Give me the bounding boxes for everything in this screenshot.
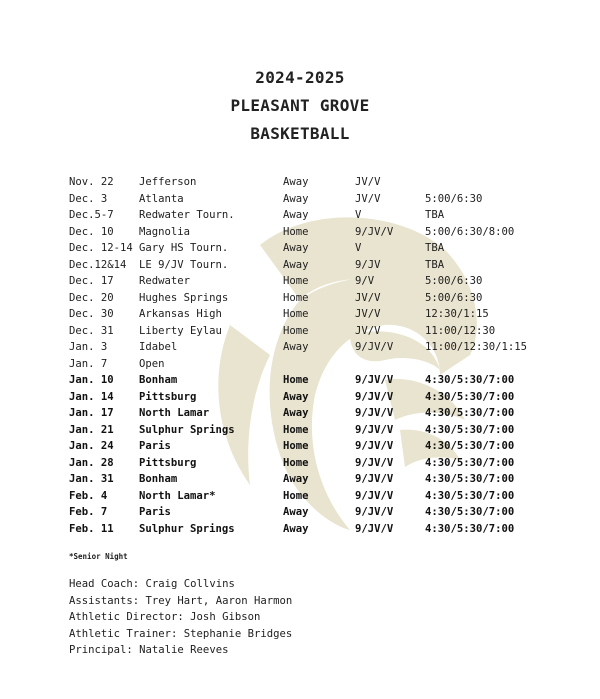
- game-time: 4:30/5:30/7:00: [425, 473, 515, 485]
- game-time: 12:30/1:15: [425, 308, 489, 320]
- game-date: Dec.5-7: [69, 209, 114, 221]
- game-location: Away: [283, 209, 309, 221]
- game-location: Home: [283, 308, 309, 320]
- game-level: 9/JV/V: [355, 374, 394, 386]
- game-opponent: Redwater Tourn.: [139, 209, 235, 221]
- season-title: 2024-2025: [255, 68, 345, 87]
- game-location: Away: [283, 258, 309, 271]
- game-location: Home: [283, 225, 309, 238]
- game-level: 9/JV/V: [355, 407, 394, 419]
- game-opponent: Arkansas High: [139, 308, 222, 320]
- game-time: 4:30/5:30/7:00: [425, 390, 515, 403]
- game-location: Home: [283, 291, 309, 304]
- game-level: V: [355, 242, 362, 254]
- game-opponent: Pittsburg: [139, 390, 197, 403]
- game-location: Home: [283, 324, 309, 337]
- game-level: 9/JV/V: [355, 489, 394, 502]
- game-date: Dec. 3: [69, 192, 108, 205]
- game-opponent: Gary HS Tourn.: [139, 242, 229, 254]
- game-location: Home: [283, 374, 309, 386]
- game-time: 5:00/6:30: [425, 291, 483, 304]
- game-level: 9/JV/V: [355, 456, 394, 469]
- game-opponent: Bonham: [139, 374, 178, 386]
- game-date: Jan. 21: [69, 423, 114, 436]
- game-opponent: Hughes Springs: [139, 291, 229, 304]
- game-opponent: Sulphur Springs: [139, 423, 235, 436]
- game-level: 9/JV/V: [355, 522, 394, 535]
- game-level: 9/JV/V: [355, 341, 394, 353]
- game-time: TBA: [425, 209, 445, 221]
- game-opponent: Sulphur Springs: [139, 522, 235, 535]
- game-location: Away: [283, 522, 309, 535]
- school-title: PLEASANT GROVE: [230, 96, 370, 115]
- game-opponent: Open: [139, 357, 165, 370]
- game-opponent: LE 9/JV Tourn.: [139, 258, 229, 271]
- game-time: 4:30/5:30/7:00: [425, 423, 515, 436]
- game-date: Feb. 4: [69, 489, 108, 502]
- game-date: Dec. 10: [69, 225, 114, 238]
- game-opponent: Redwater: [139, 275, 191, 287]
- game-location: Home: [283, 489, 309, 502]
- game-level: JV/V: [355, 308, 381, 320]
- game-date: Jan. 3: [69, 341, 108, 353]
- game-level: 9/JV/V: [355, 225, 394, 238]
- senior-night-footnote: *Senior Night: [69, 552, 128, 561]
- game-opponent: Magnolia: [139, 225, 191, 238]
- game-level: 9/JV/V: [355, 423, 394, 436]
- game-location: Away: [283, 176, 309, 188]
- game-location: Away: [283, 506, 309, 518]
- game-date: Nov. 22: [69, 176, 114, 188]
- game-level: V: [355, 209, 362, 221]
- game-opponent: Jefferson: [139, 176, 197, 188]
- game-level: JV/V: [355, 192, 381, 205]
- game-time: 4:30/5:30/7:00: [425, 522, 515, 535]
- game-location: Away: [283, 390, 309, 403]
- game-date: Jan. 10: [69, 374, 114, 386]
- game-date: Feb. 7: [69, 506, 108, 518]
- game-date: Jan. 7: [69, 357, 108, 370]
- game-opponent: Bonham: [139, 473, 178, 485]
- game-date: Dec. 12-14: [69, 242, 133, 254]
- game-time: 5:00/6:30: [425, 275, 483, 287]
- game-location: Away: [283, 242, 309, 254]
- game-location: Home: [283, 440, 309, 452]
- game-time: 4:30/5:30/7:00: [425, 407, 515, 419]
- game-date: Dec. 20: [69, 291, 114, 304]
- game-opponent: Idabel: [139, 341, 178, 353]
- game-date: Dec. 17: [69, 275, 114, 287]
- game-time: 4:30/5:30/7:00: [425, 506, 515, 518]
- game-level: 9/JV/V: [355, 440, 394, 452]
- game-time: TBA: [425, 242, 445, 254]
- game-time: 11:00/12:30/1:15: [425, 341, 528, 353]
- principal: Principal: Natalie Reeves: [69, 644, 229, 656]
- game-opponent: Liberty Eylau: [139, 324, 222, 337]
- assistants: Assistants: Trey Hart, Aaron Harmon: [69, 594, 293, 607]
- game-opponent: Paris: [139, 440, 171, 452]
- game-level: 9/V: [355, 275, 375, 287]
- game-date: Jan. 24: [69, 440, 114, 452]
- game-location: Home: [283, 275, 309, 287]
- game-location: Home: [283, 423, 309, 436]
- staff-list: [69, 576, 292, 659]
- game-date: Feb. 11: [69, 522, 114, 535]
- sport-title: BASKETBALL: [250, 124, 350, 143]
- game-level: JV/V: [355, 176, 381, 188]
- game-location: Away: [283, 407, 309, 419]
- game-opponent: North Lamar*: [139, 489, 216, 502]
- game-date: Jan. 31: [69, 473, 114, 485]
- game-opponent: Atlanta: [139, 192, 184, 205]
- game-level: 9/JV/V: [355, 473, 394, 485]
- game-level: JV/V: [355, 324, 381, 337]
- game-time: 4:30/5:30/7:00: [425, 440, 515, 452]
- game-opponent: Paris: [139, 506, 171, 518]
- athletic-trainer: Athletic Trainer: Stephanie Bridges: [69, 627, 293, 640]
- game-time: 5:00/6:30: [425, 192, 483, 205]
- game-date: Dec. 31: [69, 324, 114, 337]
- game-time: 4:30/5:30/7:00: [425, 456, 515, 469]
- game-time: 11:00/12:30: [425, 324, 496, 337]
- game-location: Away: [283, 473, 309, 485]
- game-time: 5:00/6:30/8:00: [425, 225, 515, 238]
- athletic-director: Athletic Director: Josh Gibson: [69, 611, 261, 623]
- game-location: Away: [283, 192, 309, 205]
- game-time: 4:30/5:30/7:00: [425, 489, 515, 502]
- game-level: 9/JV: [355, 258, 381, 271]
- game-location: Home: [283, 456, 309, 469]
- game-date: Jan. 28: [69, 456, 114, 469]
- game-level: JV/V: [355, 291, 381, 304]
- game-opponent: North Lamar: [139, 407, 210, 419]
- game-level: 9/JV/V: [355, 390, 394, 403]
- game-date: Jan. 17: [69, 407, 114, 419]
- game-location: Away: [283, 341, 309, 353]
- head-coach: Head Coach: Craig Collvins: [69, 578, 235, 590]
- game-date: Dec.12&14: [69, 258, 127, 271]
- game-date: Jan. 14: [69, 390, 114, 403]
- game-date: Dec. 30: [69, 308, 114, 320]
- game-opponent: Pittsburg: [139, 456, 197, 469]
- game-time: 4:30/5:30/7:00: [425, 374, 515, 386]
- game-time: TBA: [425, 258, 445, 271]
- game-level: 9/JV/V: [355, 506, 394, 518]
